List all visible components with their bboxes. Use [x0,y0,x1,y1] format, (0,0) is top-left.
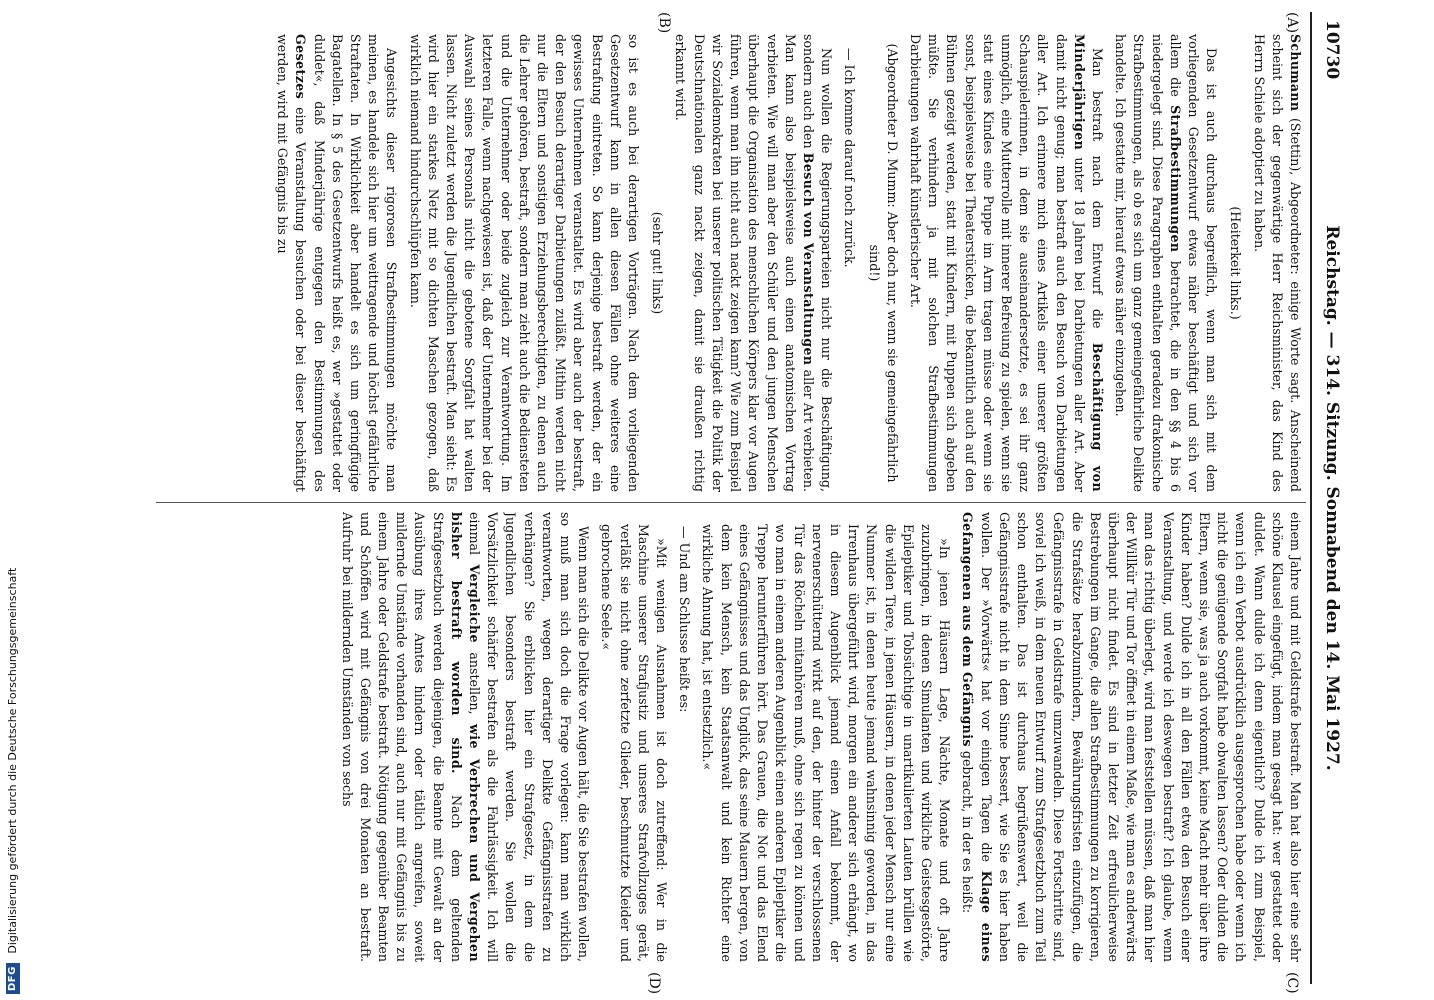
margin-mark-a: (A) [1284,12,1300,34]
dfg-logo: DFG [6,963,20,994]
quotation: »In jenen Häusern Lage, Nächte, Monate und oft Jahre zuzubringen, in denen Simulanten und wirkliche Geistesgestörte, Epileptiker und Tobsüchtige in unartikulierten Lauten brüllen wie die wilden Tiere, in jenen Häusern, in denen jeder Mensch nur eine Nummer ist, in denen heute jemand wahnsinnig geworden, in das Irrenhaus übergeführt wird, morgen ein anderer sich erhängt, wo in diesem Augenblick jemand einen Anfall bekommt, der nervenerschütternd wirkt auf den, der hinter der verschlossenen Tür das Röcheln mitanhören muß, ohne sich regen zu können und wo man in einem anderen Augenblick einen anderen Epileptiker die Treppe herunterführen hört. Das Grauen, die Not und das Elend eines Gefängnisses und das Unglück, das seine Mauern bergen, von dem kein Mensch, kein Staatsanwalt und kein Richter eine wirkliche Ahnung hat, ist entsetzlich.« [700,524,953,962]
stage-direction: (Heiterkeit links.) [1228,206,1244,320]
page-heading: Reichstag. — 314. Sitzung. Sonnabend den 14. Mai 1927. [1322,225,1342,771]
paragraph-text: (Stettin), Abgeordneter: einige Worte sagt. Anscheinend scheint sich der gegenwärtige Herr Reichsminister, das Kind des Herrn Schiele adoptiert zu haben. [1251,34,1303,492]
left-column [154,34,1304,492]
emphasis-text: wie Verbrechen und Vergehen bisher bestraft worden sind. [448,512,483,962]
paragraph-text: gebracht, in der es heißt: [960,750,976,914]
emphasis-text: Beschäftigung von Minderjährigen [1071,34,1105,492]
paragraph-text: Nun wollen die Regierungsparteien nicht nur die Beschäftigung, sondern auch den [800,34,835,492]
page-number: 10730 [1322,20,1342,80]
interjection: (Abgeordneter D. Mumm: Aber doch nur, wenn sie gemeingefährlich sind!) [866,43,900,483]
paragraph-text: betrachtet, die in den §§ 4 bis 6 niedergelegt sind. Diese Paragraphen enthalten geradezu drakonische Strafbestimmungen, als ob es sich um ganz gemeingefährliche Delikte handelte. Ich gestatte mir, hierauf etwas näher einzugehen. [1113,34,1183,492]
paragraph [1249,34,1304,492]
emphasis-text: Besuch von Veranstaltungen [800,152,816,366]
emphasis-text: Strafbestimmungen [1167,105,1183,253]
running-head [1310,12,1352,984]
paragraph [958,512,1304,962]
paragraph [671,34,835,492]
paragraph: so ist es auch bei derartigen Vorträgen. Nach dem vorliegenden Gesetzentwurf kann in allen diesen Fällen ohne weiteres eine Bestrafung eintreten. So kann derjenige bestraft werden, der ein gewisses Unternehmen veranstaltet. Es wird aber auch der bestraft, der den Besuch derartiger Darbietungen zuläßt. Mithin werden nicht nur die Eltern und sonstigen Erziehungsberechtigten, zu denen auch die Lehrer gehören, bestraft, sondern man zieht auch die Bediensteten und die Unternehmer oder beide zugleich zur Verantwortung. Im letzteren Falle, wenn nachgewiesen ist, daß der Unternehmer bei der Auswahl seines Personals nicht die gebotene Sorgfalt hat walten lassen. Nicht zuletzt werden die Jugendlichen bestraft. Man sieht: Es wird hier ein starkes Netz mit so dichten Maschen gezogen, daß wirklich niemand hindurchschlüpfen kann. [407,34,642,492]
emphasis-text: Klage eines Gefangenen aus dem Gefängnis [960,512,994,962]
paragraph-text: einem Jahre und mit Geldstrafe bestraft. Man hat also hier eine sehr schöne Klausel eingefügt, indem man gesagt hat: wer gestattet oder duldet. Wann dulde ich denn eigentlich? Dulde ich zum Beispiel, wenn ich ein Verbot ausdrücklich ausgesprochen habe oder wenn ich nicht die genügende Sorgfalt habe obwalten lassen? Oder dulden die Eltern, wenn sie, was ja auch vorkommt, keine Macht mehr über ihre Kinder haben? Dulde ich in all den Fällen etwa den Besuch einer Veranstaltung, und werde ich deswegen bestraft? Ich glaube, wenn man das richtig überlegt, wird man feststellen müssen, daß man hier der Willkür Tür und Tor öffnet in einem Maße, wie man es anderwärts überhaupt nicht findet. Es sind in letzter Zeit erfreulicherweise Bestrebungen im Gange, die allen Strafbestimmungen zu korrigieren, die Strafsätze herabzumindern, Bewährungsfristen einzufügen, die Gefängnisstrafe in Geldstrafe umzuwandeln. Diese Fortschritte sind, soviel ich weiß, in dem neuen Entwurf zum Strafgesetzbuch zum Teil schon enthalten. Das ist durchaus begrüßenswert, weil die Gefängnisstrafe nicht in dem Sinne bessert, wie Sie es hier haben wollen. Der »Vorwärts« hat vor einigen Tagen die [978,512,1303,962]
paragraph-text: aller Art verbieten. Man kann also beispielsweise auch einen anatomischen Vortrag verbieten. Wie will man aber den Schüler und den jungen Menschen überhaupt die Organisation des menschlichen Körpers klar vor Augen führen, wenn man ihn nicht auch nackt zeigen kann? Wie zum Beispiel wir Sozialdemokraten bei unserer politischen Tätigkeit die Politik der Deutschnationalen ganz nackt zeigen, damit sie draußen richtig erkannt wird. [673,34,816,492]
quotation: »Mit wenigen Ausnahmen ist doch zutreffend: Wer in die Maschine unserer Strafjustiz und unseres Strafvollzuges gerät, verläßt sie nicht ohne zerfetzte Glieder, beschmutzte Kleider und gebrochene Seele.« [599,524,670,962]
paragraph-text: unter 18 Jahren bei Darbietungen aller Art. Aber damit nicht genug; man bestraft auch den Besuch von Darbietungen aller Art. Ich erinnere mich eines Artikels einer unserer größten Schauspielerinnen, in dem sie auseinandersetzte, es sei ihr ganz unmöglich, eine Mutterrolle mit innerer Befreiung zu spielen, wenn sie statt eines Kindes eine Puppe im Arm tragen müsse oder wenn sie sonst, beispielsweise bei Theaterstücken, die bekanntlich auch auf den Bühnen gezeigt werden, statt mit Kindern, mit Puppen sich abgeben müßte. Sie verhindern ja mit solchen Strafbestimmungen Darbietungen wahrhaft künstlerischer Art. [907,34,1087,492]
funding-note: Digitalisierung gefördert durch die Deutsche Forschungsgemeinschaft [6,567,19,954]
margin-mark-d: (D) [646,972,662,995]
paragraph [273,34,400,492]
reichstag-protocol-page [140,12,1352,995]
margin-mark-c: (C) [1284,972,1300,994]
paragraph [337,512,592,962]
emphasis-text: Vergleiche [467,564,483,643]
paragraph-text: eine Veranstaltung besuchen oder bei dieser beschäftigt werden, wird mit Gefängnis bis zu [275,34,309,492]
column-divider [156,502,1306,503]
paragraph [906,34,1106,492]
paragraph-text: Wenn man sich die Delikte vor Augen hält, die Sie bestrafen wollen, so muß man sich doch die Frage vorlegen: kann man wirklich verantworten, wegen derartiger Delikte Gefängnisstrafen zu verhängen? Sie erblicken hier ein Strafgesetz, in dem die Jugendlichen besonders bestraft werden. Sie wollen die Vorsätzlichkeit schärfer bestrafen als die Fahrlässigkeit. Ich will einmal [467,512,592,962]
right-column [154,512,1304,962]
paragraph-text: Das ist auch durchaus begreiflich, wenn man sich mit dem vorliegenden Gesetzentwurf etwas näher beschäftigt und sich vor allem die [1167,34,1220,492]
paragraph [1111,34,1220,492]
emphasis-text: Gesetzes [293,34,309,100]
paragraph: — Und am Schlusse heißt es: [677,526,693,713]
paragraph-text: Angesichts dieser rigorosen Strafbestimmungen möchte man meinen, es handele sich hier um weittragende und höchst gefährliche Straftaten. In Wirklichkeit aber handelt es sich um geringfügige Bagatellen. In § 5 des Gesetzentwurfs heißt es, wer »gestattet oder duldet«, daß Minderjährige entgegen den Bestimmungen des [311,34,400,492]
paragraph-text: Man bestraft nach dem Entwurf die [1089,48,1105,329]
speaker-name: Schumann [1288,34,1303,112]
paragraph-text: Nach dem geltenden Strafgesetzbuch werden diejenigen, die Beamte mit Gewalt an der Ausübung ihres Amtes hindern oder tätlich angreifen, soweit mildernde Umstände vorhanden sind, auch nur mit Gefängnis bis zu einem Jahre oder Geldstrafe bestraft. Nötigung gegenüber Beamten und Schöffen wird mit Gefängnis von drei Monaten an bestraft. Aufruhr bei mildernden Umständen von sechs [339,512,464,962]
stage-direction: (sehr gut! links) [650,211,666,315]
paragraph-text: anstellen, [467,652,483,715]
margin-mark-b: (B) [656,12,672,34]
paragraph: — Ich komme darauf noch zurück. [842,48,858,268]
digitization-footer [0,0,26,1000]
